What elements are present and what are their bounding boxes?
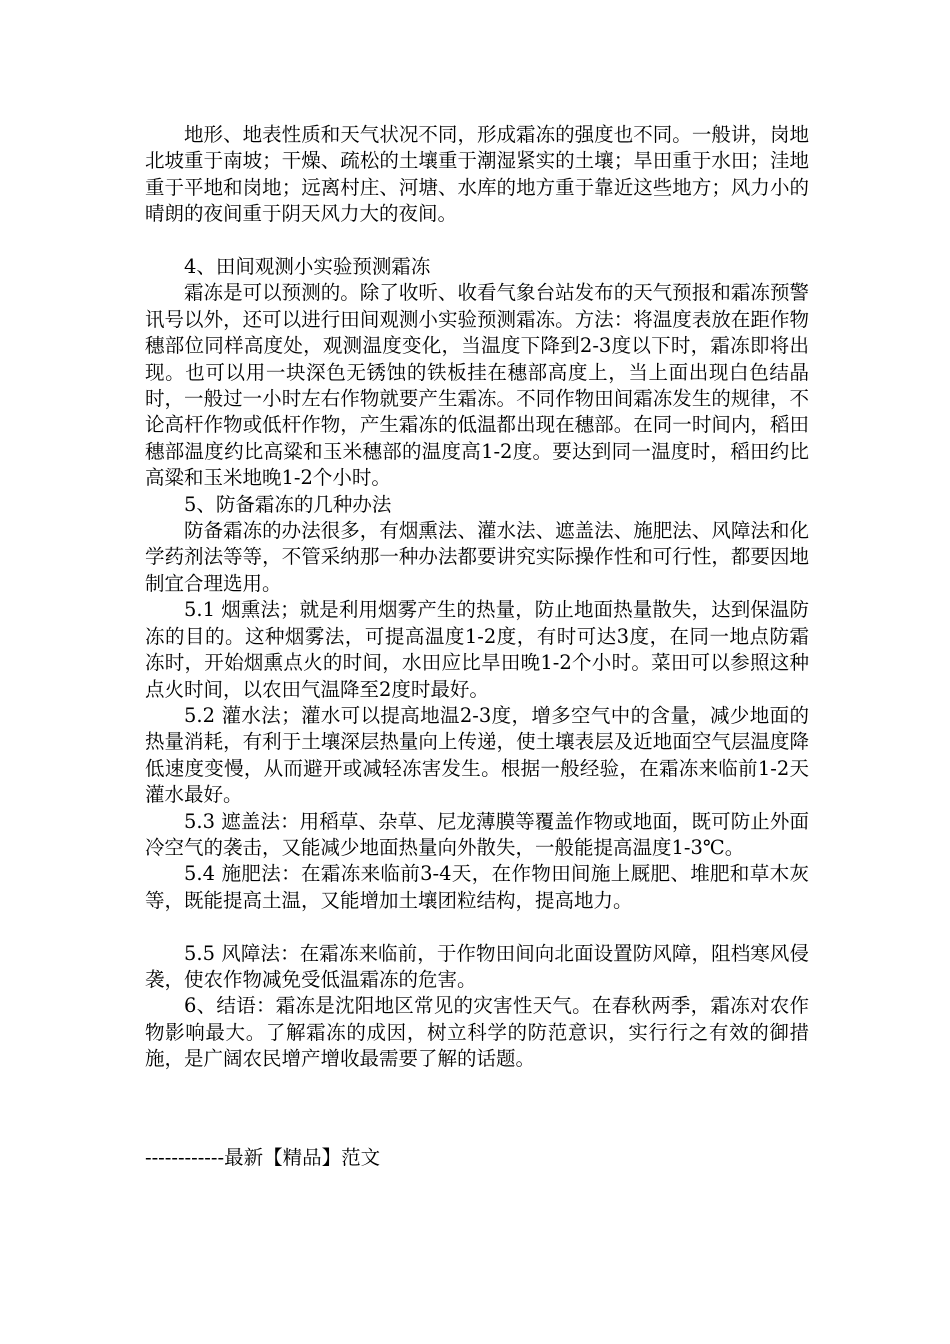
paragraph-irrigation-method: 5.2 灌水法；灌水可以提高地温2-3度，增多空气中的含量，减少地面的热量消耗，有利于土壤深层热量向上传递，使土壤表层及近地面空气层温度降低速度变慢，从而避开或减轻冻害发生。根据一般经验，在霜冻来临前1-2天灌水最好。 [145,703,809,807]
footer-text: ------------最新【精品】范文 [145,1146,381,1169]
document-body [145,122,809,1073]
paragraph-smoke-method: 5.1 烟熏法；就是利用烟雾产生的热量，防止地面热量散失，达到保温防冻的目的。这种烟雾法，可提高温度1-2度，有时可达3度，在同一地点防霜冻时，开始烟熏点火的时间，水田应比旱田晚1-2个小时。菜田可以参照这种点火时间，以农田气温降至2度时最好。 [145,598,809,701]
paragraph-gap [145,228,809,254]
paragraph-fertilizer-method: 5.4 施肥法：在霜冻来临前3-4天，在作物田间施上厩肥、堆肥和草木灰等，既能提高土温，又能增加土壤团粒结构，提高地力。 [145,862,809,912]
paragraph-frost-prediction: 霜冻是可以预测的。除了收听、收看气象台站发布的天气预报和霜冻预警讯号以外，还可以进行田间观测小实验预测霜冻。方法：将温度表放在距作物穗部位同样高度处，观测温度变化，当温度下降到2-3度以下时，霜冻即将出现。也可以用一块深色无锈蚀的铁板挂在穗部高度上，当上面出现白色结晶时，一般过一小时左右作物就要产生霜冻。不同作物田间霜冻发生的规律，不论高杆作物或低杆作物，产生霜冻的低温都出现在穗部。在同一时间内，稻田穗部温度约比高粱和玉米穗部的温度高1-2度。要达到同一温度时，稻田约比高粱和玉米地晚1-2个小时。 [145,281,809,490]
paragraph-prevention-overview: 防备霜冻的办法很多，有烟熏法、灌水法、遮盖法、施肥法、风障法和化学药剂法等等，不管采纳那一种办法都要讲究实际操作性和可行性，都要因地制宜合理选用。 [145,519,809,595]
heading-section-4: 4、田间观测小实验预测霜冻 [184,255,431,279]
paragraph-windbreak-method: 5.5 风障法：在霜冻来临前，于作物田间向北面设置防风障，阻档寒风侵袭，使农作物减免受低温霜冻的危害。 [145,941,809,991]
paragraph-conclusion: 6、结语：霜冻是沈阳地区常见的灾害性天气。在春秋两季，霜冻对农作物影响最大。了解霜冻的成因，树立科学的防范意识，实行行之有效的御措施，是广阔农民增产增收最需要了解的话题。 [145,994,809,1071]
paragraph-frost-intensity: 地形、地表性质和天气状况不同，形成霜冻的强度也不同。一般讲，岗地北坡重于南坡；干燥、疏松的土壤重于潮湿紧实的土壤；旱田重于水田；洼地重于平地和岗地；远离村庄、河塘、水库的地方重于靠近这些地方；风力小的晴朗的夜间重于阴天风力大的夜间。 [145,123,809,226]
paragraph-covering-method: 5.3 遮盖法：用稻草、杂草、尼龙薄膜等覆盖作物或地面，既可防止外面冷空气的袭击，又能减少地面热量向外散失，一般能提高温度1-3℃。 [145,809,809,859]
paragraph-gap [145,914,809,940]
heading-section-5: 5、防备霜冻的几种办法 [184,492,392,516]
